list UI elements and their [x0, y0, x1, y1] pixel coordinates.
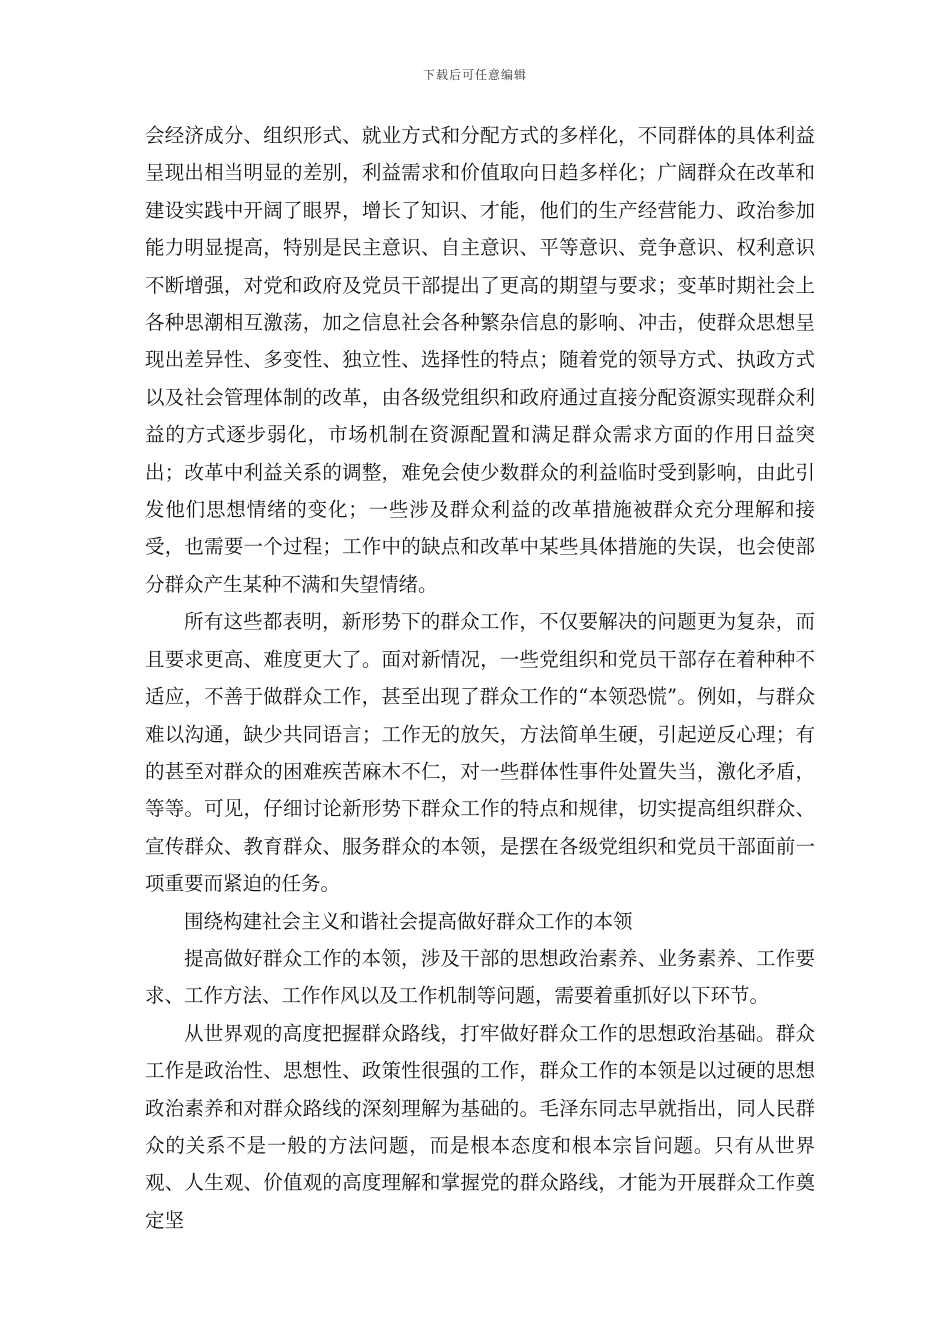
document-body — [145, 117, 815, 1239]
paragraph-continuation: 会经济成分、组织形式、就业方式和分配方式的多样化，不同群体的具体利益呈现出相当明显的差别，利益需求和价值取向日趋多样化；广阔群众在改革和建设实践中开阔了眼界，增长了知识、才能，他们的生产经营能力、政治参加能力明显提高，特别是民主意识、自主意识、平等意识、竞争意识、权利意识不断增强，对党和政府及党员干部提出了更高的期望与要求；变革时期社会上各种思潮相互激荡，加之信息社会各种繁杂信息的影响、冲击，使群众思想呈现出差异性、多变性、独立性、选择性的特点；随着党的领导方式、执政方式以及社会管理体制的改革，由各级党组织和政府通过直接分配资源实现群众利益的方式逐步弱化，市场机制在资源配置和满足群众需求方面的作用日益突出；改革中利益关系的调整，难免会使少数群众的利益临时受到影响，由此引发他们思想情绪的变化；一些涉及群众利益的改革措施被群众充分理解和接受，也需要一个过程；工作中的缺点和改革中某些具体措施的失误，也会使部分群众产生某种不满和失望情绪。 — [145, 124, 815, 596]
paragraph: 提高做好群众工作的本领，涉及干部的思想政治素养、业务素养、工作要求、工作方法、工作作风以及工作机制等问题，需要着重抓好以下环节。 — [145, 946, 815, 1008]
page-header-note: 下载后可任意编辑 — [422, 68, 527, 82]
paragraph: 所有这些都表明，新形势下的群众工作，不仅要解决的问题更为复杂，而且要求更高、难度更大了。面对新情况，一些党组织和党员干部存在着种种不适应，不善于做群众工作，甚至出现了群众工作的“本领恐慌”。例如，与群众难以沟通，缺少共同语言；工作无的放矢，方法简单生硬，引起逆反心理；有的甚至对群众的困难疾苦麻木不仁，对一些群体性事件处置失当，激化矛盾，等等。可见，仔细讨论新形势下群众工作的特点和规律，切实提高组织群众、宣传群众、教育群众、服务群众的本领，是摆在各级党组织和党员干部面前一项重要而紧迫的任务。 — [145, 610, 815, 896]
paragraph: 从世界观的高度把握群众路线，打牢做好群众工作的思想政治基础。群众工作是政治性、思想性、政策性很强的工作，群众工作的本领是以过硬的思想政治素养和对群众路线的深刻理解为基础的。毛泽东同志早就指出，同人民群众的关系不是一般的方法问题，而是根本态度和根本宗旨问题。只有从世界观、人生观、价值观的高度理解和掌握党的群众路线，才能为开展群众工作奠定坚 — [145, 1021, 815, 1232]
section-heading: 围绕构建社会主义和谐社会提高做好群众工作的本领 — [184, 909, 633, 933]
